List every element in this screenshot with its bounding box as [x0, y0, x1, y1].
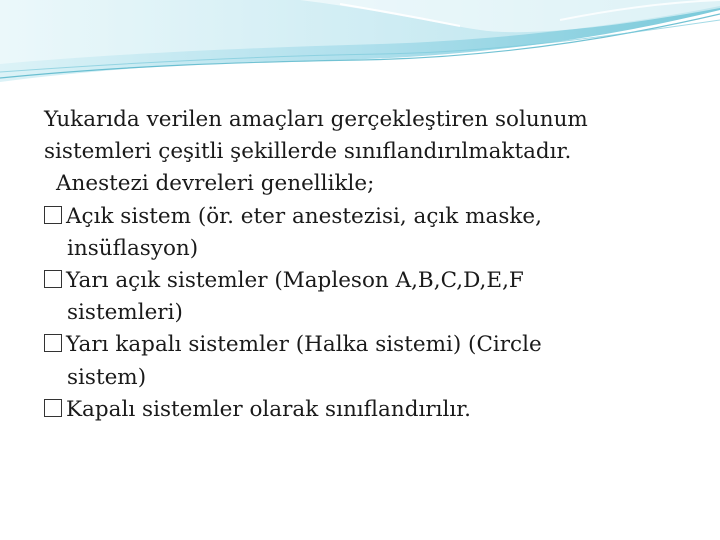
checkbox-bullet-icon	[44, 334, 62, 352]
bullet-text: Kapalı sistemler olarak sınıflandırılır.	[66, 396, 471, 422]
bullet-item	[44, 394, 684, 426]
bullet-text: Yarı açık sistemler (Mapleson A,B,C,D,E,F	[66, 268, 524, 294]
bullet-item	[44, 265, 684, 329]
section-subtitle: Anestezi devreleri genellikle;	[56, 171, 375, 197]
bullet-text: Açık sistem (ör. eter anestezisi, açık maske,	[66, 203, 542, 229]
checkbox-bullet-icon	[44, 399, 62, 417]
bullet-text-continued: sistemleri)	[67, 300, 183, 326]
intro-text-line-1: Yukarıda verilen amaçları gerçekleştiren solunum	[44, 107, 588, 132]
bullet-item	[44, 329, 684, 393]
checkbox-bullet-icon	[44, 206, 62, 224]
bullet-text-continued: sistem)	[67, 364, 147, 390]
decorative-wave-banner	[0, 0, 720, 90]
bullet-item	[44, 201, 684, 265]
slide-body	[44, 104, 684, 426]
intro-text-line-2: sistemleri çeşitli şekillerde sınıflandırılmaktadır.	[44, 139, 572, 165]
checkbox-bullet-icon	[44, 270, 62, 288]
bullet-text-continued: insüflasyon)	[67, 235, 199, 261]
bullet-text: Yarı kapalı sistemler (Halka sistemi) (Circle	[66, 332, 542, 358]
